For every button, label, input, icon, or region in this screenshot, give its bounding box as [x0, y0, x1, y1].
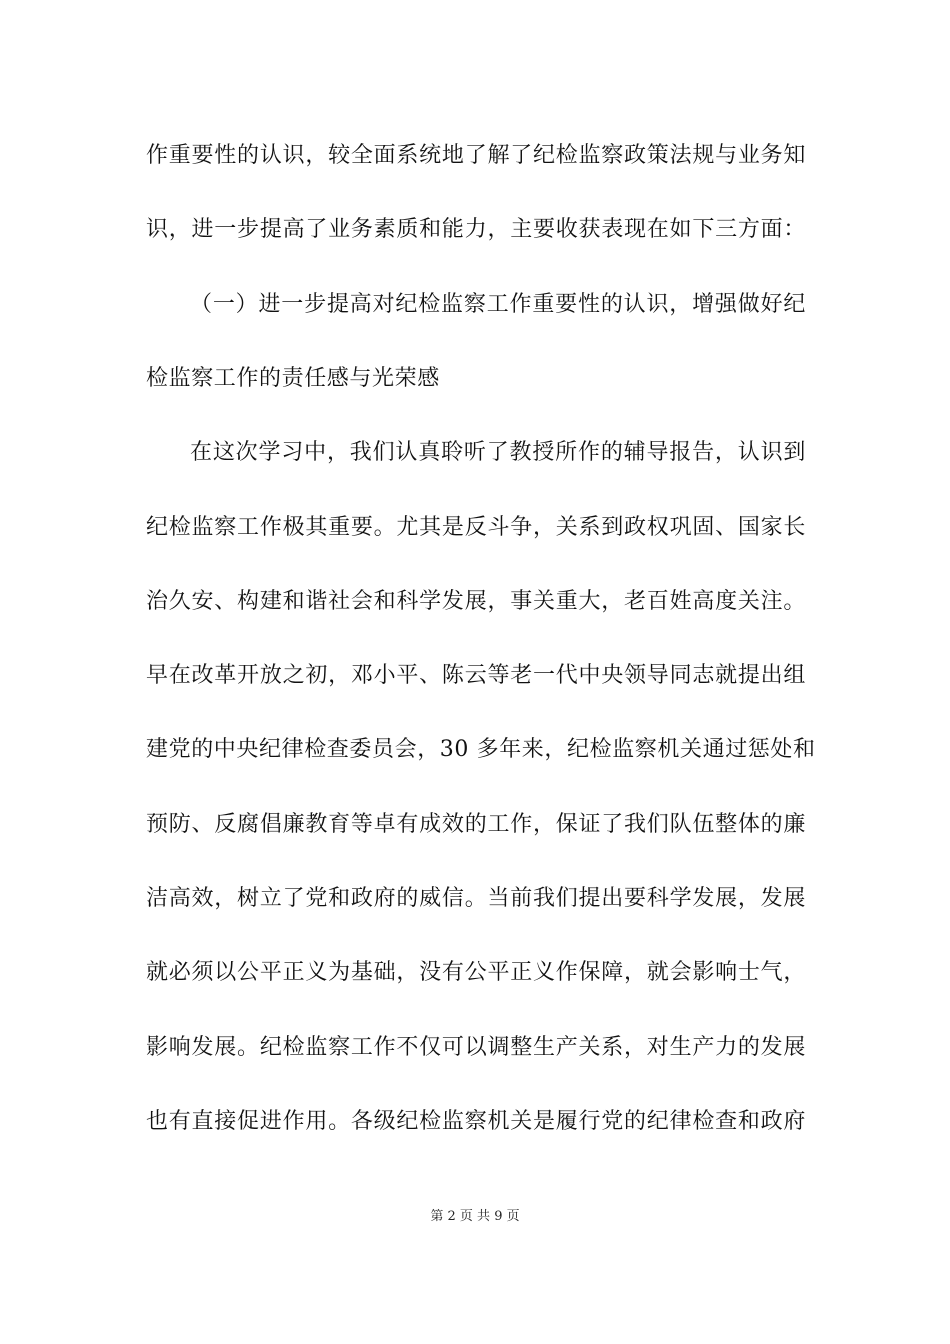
page-number-footer: 第 2 页 共 9 页: [430, 1209, 520, 1224]
body-text-line: 就必须以公平正义为基础，没有公平正义作保障，就会影响士气，: [146, 960, 806, 985]
body-text-line: 识，进一步提高了业务素质和能力，主要收获表现在如下三方面：: [146, 217, 806, 242]
body-text-line: 也有直接促进作用。各级纪检监察机关是履行党的纪律检查和政府: [146, 1109, 806, 1134]
body-text-line: 洁高效，树立了党和政府的威信。当前我们提出要科学发展，发展: [146, 886, 806, 911]
body-text-line: 建党的中央纪律检查委员会，30 多年来，纪检监察机关通过惩处和: [146, 737, 816, 762]
section-heading-line: （一）进一步提高对纪检监察工作重要性的认识，增强做好纪: [190, 292, 806, 317]
body-text-line: 作重要性的认识，较全面系统地了解了纪检监察政策法规与业务知: [146, 143, 806, 168]
body-text-line: 治久安、构建和谐社会和科学发展，事关重大，老百姓高度关注。: [146, 589, 806, 614]
body-text-line: 纪检监察工作极其重要。尤其是反斗争，关系到政权巩固、国家长: [146, 515, 806, 540]
body-text-line: 早在改革开放之初，邓小平、陈云等老一代中央领导同志就提出组: [146, 663, 806, 688]
body-text-line: 在这次学习中，我们认真聆听了教授所作的辅导报告，认识到: [190, 440, 806, 465]
section-heading-line: 检监察工作的责任感与光荣感: [146, 366, 440, 391]
body-text-line: 预防、反腐倡廉教育等卓有成效的工作，保证了我们队伍整体的廉: [146, 812, 806, 837]
body-text-line: 影响发展。纪检监察工作不仅可以调整生产关系，对生产力的发展: [146, 1035, 806, 1060]
